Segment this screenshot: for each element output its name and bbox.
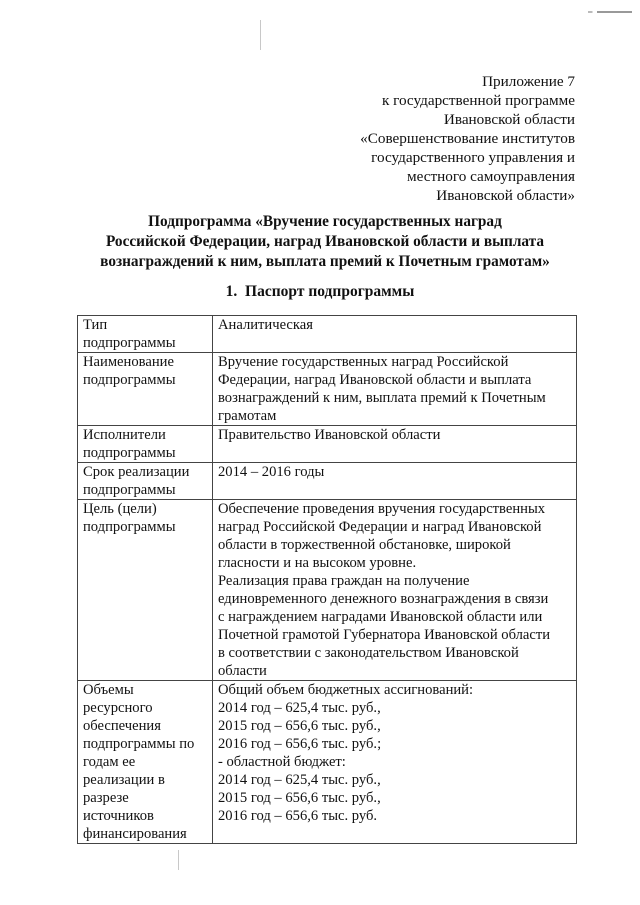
appendix-line: Ивановской области» [436, 187, 575, 204]
row-value-line: 2014 год – 625,4 тыс. руб., [218, 772, 381, 788]
row-label-line: подпрограммы [83, 482, 176, 498]
row-value-cell [213, 353, 577, 426]
row-value-cell [213, 681, 577, 844]
row-label-line: подпрограммы [83, 372, 176, 388]
table-row [78, 316, 577, 353]
appendix-line: Ивановской области [443, 111, 575, 128]
scan-artifact [588, 11, 632, 13]
row-label-cell [78, 316, 213, 353]
appendix-line: государственного управления и [371, 149, 575, 166]
appendix-header [360, 72, 575, 205]
row-value-line: - областной бюджет: [218, 754, 346, 770]
row-value-line: 2016 год – 656,6 тыс. руб. [218, 808, 378, 824]
row-label-line: годам ее [83, 754, 136, 770]
scan-artifact [260, 20, 261, 50]
row-label-cell [78, 426, 213, 463]
row-label-line: Цель (цели) [83, 501, 157, 517]
appendix-line: «Совершенствование институтов [360, 130, 575, 147]
table-row [78, 463, 577, 500]
row-label-line: подпрограммы по [83, 736, 195, 752]
row-label-line: Наименование [83, 354, 174, 370]
row-label-line: Объемы [83, 682, 134, 698]
row-label-cell [78, 463, 213, 500]
row-label-line: источников [83, 808, 154, 824]
table-row [78, 353, 577, 426]
row-label-line: Исполнители [83, 427, 166, 443]
row-value-line: Вручение государственных наград Российской [218, 354, 509, 370]
title-line: вознаграждений к ним, выплата премий к Почетным грамотам» [100, 253, 550, 270]
row-value-line: единовременного денежного вознаграждения в связи [218, 591, 549, 607]
row-value-line: вознаграждений к ним, выплата премий к Почетным [218, 390, 546, 406]
table-row [78, 500, 577, 681]
row-value-line: 2014 год – 625,4 тыс. руб., [218, 700, 381, 716]
row-label-cell [78, 353, 213, 426]
title-line: Подпрограмма «Вручение государственных наград [148, 213, 502, 230]
row-value-line: Реализация права граждан на получение [218, 573, 470, 589]
row-value-line: области в торжественной обстановке, широкой [218, 537, 511, 553]
row-value-line: области [218, 663, 267, 679]
row-value-cell [213, 463, 577, 500]
row-value-line: гласности и на высоком уровне. [218, 555, 417, 571]
row-value-line: Обеспечение проведения вручения государственных [218, 501, 546, 517]
row-value-line: Федерации, наград Ивановской области и выплата [218, 372, 532, 388]
row-label-line: разрезе [83, 790, 129, 806]
section-heading [0, 283, 640, 301]
scan-artifact [178, 850, 179, 870]
row-label-cell [78, 500, 213, 681]
row-value-line: Аналитическая [218, 317, 313, 333]
row-label-line: финансирования [83, 826, 187, 842]
table-row [78, 681, 577, 844]
row-value-line: 2014 – 2016 годы [218, 464, 325, 480]
row-value-cell [213, 316, 577, 353]
row-value-line: 2016 год – 656,6 тыс. руб.; [218, 736, 382, 752]
row-value-line: Общий объем бюджетных ассигнований: [218, 682, 474, 698]
row-label-cell [78, 681, 213, 844]
row-label-line: обеспечения [83, 718, 161, 734]
section-number: 1. [225, 283, 238, 300]
row-value-line: Почетной грамотой Губернатора Ивановской области [218, 627, 551, 643]
row-label-line: ресурсного [83, 700, 153, 716]
row-label-line: подпрограммы [83, 519, 176, 535]
title-line: Российской Федерации, наград Ивановской области и выплата [105, 233, 545, 250]
table-row [78, 426, 577, 463]
row-label-line: Срок реализации [83, 464, 190, 480]
section-title: Паспорт подпрограммы [245, 283, 415, 300]
row-value-line: с награждением наградами Ивановской области или [218, 609, 543, 625]
subprogram-title [60, 212, 590, 272]
row-value-cell [213, 500, 577, 681]
row-label-line: подпрограммы [83, 335, 176, 351]
appendix-line: Приложение 7 [482, 73, 575, 90]
row-value-line: грамотам [218, 408, 277, 424]
row-value-cell [213, 426, 577, 463]
row-label-line: Тип [83, 317, 108, 333]
row-value-line: наград Российской Федерации и наград Ивановской [218, 519, 542, 535]
row-value-line: Правительство Ивановской области [218, 427, 441, 443]
row-label-line: подпрограммы [83, 445, 176, 461]
row-value-line: в соответствии с законодательством Ивановской [218, 645, 519, 661]
appendix-line: к государственной программе [381, 92, 575, 109]
row-value-line: 2015 год – 656,6 тыс. руб., [218, 718, 381, 734]
row-value-line: 2015 год – 656,6 тыс. руб., [218, 790, 381, 806]
row-label-line: реализации в [83, 772, 165, 788]
appendix-line: местного самоуправления [407, 168, 575, 185]
passport-table [77, 315, 577, 844]
